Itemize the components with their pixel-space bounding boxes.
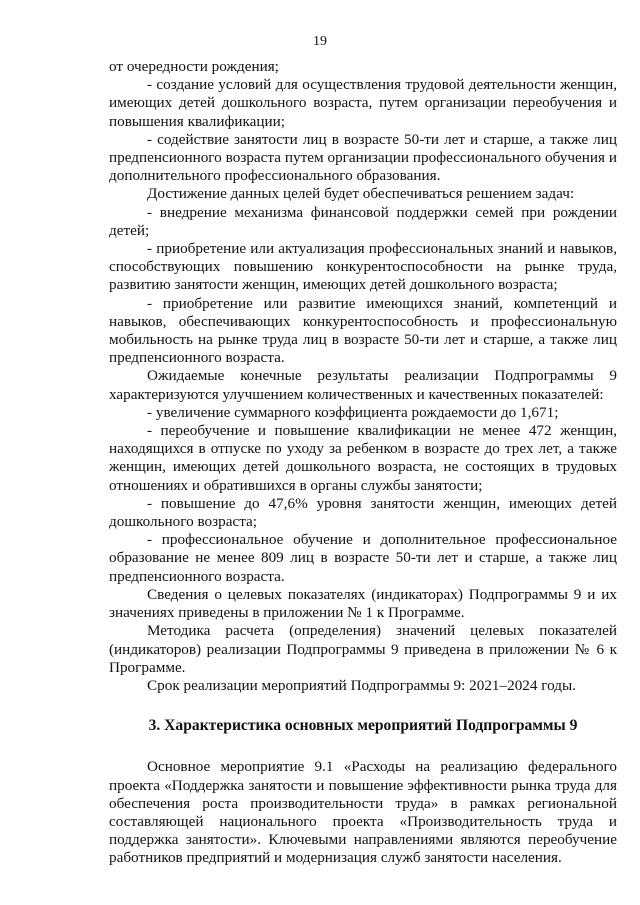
- section-heading: 3. Характеристика основных мероприятий Подпрограммы 9: [148, 717, 578, 735]
- paragraph-task-financial-support: - внедрение механизма финансовой поддержки семей при рождении детей;: [109, 203, 617, 239]
- paragraph-result-employment-level: - повышение до 47,6% уровня занятости женщин, имеющих детей дошкольного возраста;: [109, 494, 617, 531]
- paragraph-task-skills-50plus: - приобретение или развитие имеющихся знаний, компетенций и навыков, обеспечивающих конкурентоспособность и профессиональную мобильность на рынке труда лиц в возрасте 50-ти лет и старше, а также лиц предпенсионного возраста.: [109, 294, 617, 367]
- paragraph-indicators-info: Сведения о целевых показателях (индикаторах) Подпрограммы 9 и их значениях приведены в приложении № 1 к Программе.: [109, 585, 617, 622]
- paragraph-50plus-goal: - содействие занятости лиц в возрасте 50-ти лет и старше, а также лиц предпенсионного возраста путем организации профессионального обучения и дополнительного профессионального образования.: [109, 130, 617, 185]
- paragraph-tasks-intro: Достижение данных целей будет обеспечиваться решением задач:: [147, 185, 575, 203]
- paragraph-expected-results: Ожидаемые конечные результаты реализации Подпрограммы 9 характеризуются улучшением количественных и качественных показателей:: [109, 367, 617, 403]
- paragraph-result-birth-rate: - увеличение суммарного коэффициента рождаемости до 1,671;: [147, 403, 559, 421]
- paragraph-task-skills-women: - приобретение или актуализация профессиональных знаний и навыков, способствующих повышению конкурентоспособности на рынке труда, развитию занятости женщин, имеющих детей дошкольного возраста;: [109, 240, 617, 294]
- page-number: 19: [313, 34, 327, 49]
- paragraph-main-measure: Основное мероприятие 9.1 «Расходы на реализацию федерального проекта «Поддержка занятости и повышение эффективности рынка труда для обеспечения роста производительности труда» в рамках региональной составляющей национального проекта «Производительность труда и поддержка занятости». Ключевыми направлениями являются переобучение работников предприятий и модернизация служб занятости населения.: [109, 758, 617, 867]
- paragraph-result-training-50plus: - профессиональное обучение и дополнительное профессиональное образование не менее 809 лиц в возрасте 50-ти лет и старше, а также лиц предпенсионного возраста.: [109, 531, 617, 585]
- document-body: [109, 58, 617, 868]
- paragraph-continuation: от очередности рождения;: [109, 58, 279, 75]
- paragraph-methodology: Методика расчета (определения) значений целевых показателей (индикаторов) реализации Подпрограммы 9 приведена в приложении № 6 к Программе.: [109, 622, 617, 676]
- paragraph-result-retraining: - переобучение и повышение квалификации не менее 472 женщин, находящихся в отпуске по уходу за ребенком в возрасте до трех лет, а также женщин, имеющих детей дошкольного возраста, не состоящих в трудовых отношениях и обратившихся в органы службы занятости;: [109, 422, 617, 494]
- paragraph-timeline: Срок реализации мероприятий Подпрограммы 9: 2021–2024 годы.: [147, 676, 577, 694]
- paragraph-women-employment-goal: - создание условий для осуществления трудовой деятельности женщин, имеющих детей дошкольного возраста, путем организации переобучения и повышения квалификации;: [109, 76, 617, 130]
